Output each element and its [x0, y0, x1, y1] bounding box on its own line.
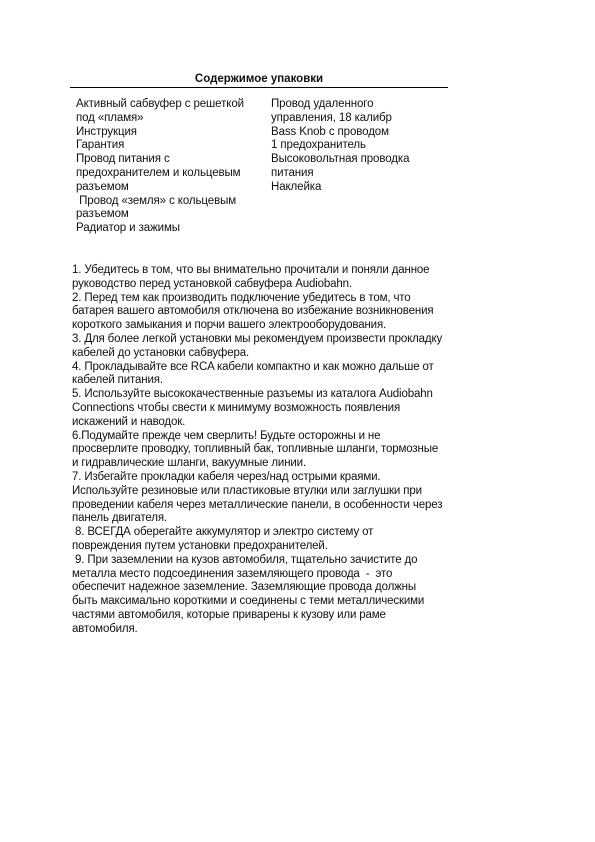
- package-item: Провод питания с предохранителем и кольцевым разъемом: [76, 153, 244, 193]
- package-item: Провод «земля» с кольцевым разъемом: [76, 194, 240, 221]
- package-item: Наклейка: [271, 180, 322, 193]
- package-item: Радиатор и зажимы: [76, 222, 180, 235]
- instruction-item: 7. Избегайте прокладки кабеля через/над острыми краями. Используйте резиновые или пластиковые втулки или заглушки при проведении кабеля через металлические панели, в особенности через панель двигателя.: [72, 470, 443, 525]
- instruction-item: 6.Подумайте прежде чем сверлить! Будьте осторожны и не просверлите проводку, топливный бак, топливные шланги, тормозные и гидравлические шланги, вакуумные линии.: [72, 429, 439, 470]
- package-contents-left-column: [76, 98, 262, 236]
- package-item: Активный сабвуфер с решеткой под «пламя»: [76, 98, 244, 124]
- package-item: Высоковольтная проводка питания: [271, 153, 410, 179]
- package-item: Bass Knob с проводом: [271, 125, 389, 138]
- instruction-item: 2. Перед тем как производить подключение убедитесь в том, что батарея вашего автомобиля отключена во избежание возникновения короткого замыкания и порчи вашего электрооборудования.: [72, 291, 434, 332]
- instruction-item: 4. Прокладывайте все RCA кабели компактно и как можно дальше от кабелей питания.: [72, 360, 434, 387]
- package-item: Провод удаленного управления, 18 калибр: [271, 98, 392, 124]
- package-item: Инструкция: [76, 125, 137, 138]
- package-contents-right-column: [271, 98, 441, 195]
- instruction-item: 9. При заземлении на кузов автомобиля, тщательно зачистите до металла место подсоединения заземляющего провода - это обеспечит надежное заземление. Заземляющие провода должны быть максимально короткими и соединены с теми металлическими частями автомобиля, которые приварены к кузову или раме автомобиля.: [72, 553, 428, 635]
- package-item: 1 предохранитель: [271, 139, 366, 152]
- title-divider: [70, 87, 448, 88]
- instruction-item: 1. Убедитесь в том, что вы внимательно прочитали и поняли данное руководство перед установкой сабвуфера Audiobahn.: [72, 264, 430, 290]
- package-contents-title: Содержимое упаковки: [194, 73, 324, 85]
- instruction-item: 3. Для более легкой установки мы рекомендуем произвести прокладку кабелей до установки сабвуфера.: [72, 332, 443, 359]
- package-item: Гарантия: [76, 139, 125, 152]
- installation-instructions: [72, 264, 444, 637]
- instruction-item: 5. Используйте высококачественные разъемы из каталога Audiobahn Connections чтобы свести к минимуму возможность появления искажений и наводок.: [72, 388, 433, 428]
- instruction-item: 8. ВСЕГДА оберегайте аккумулятор и электро систему от повреждения путем установки предохранителей.: [72, 526, 377, 552]
